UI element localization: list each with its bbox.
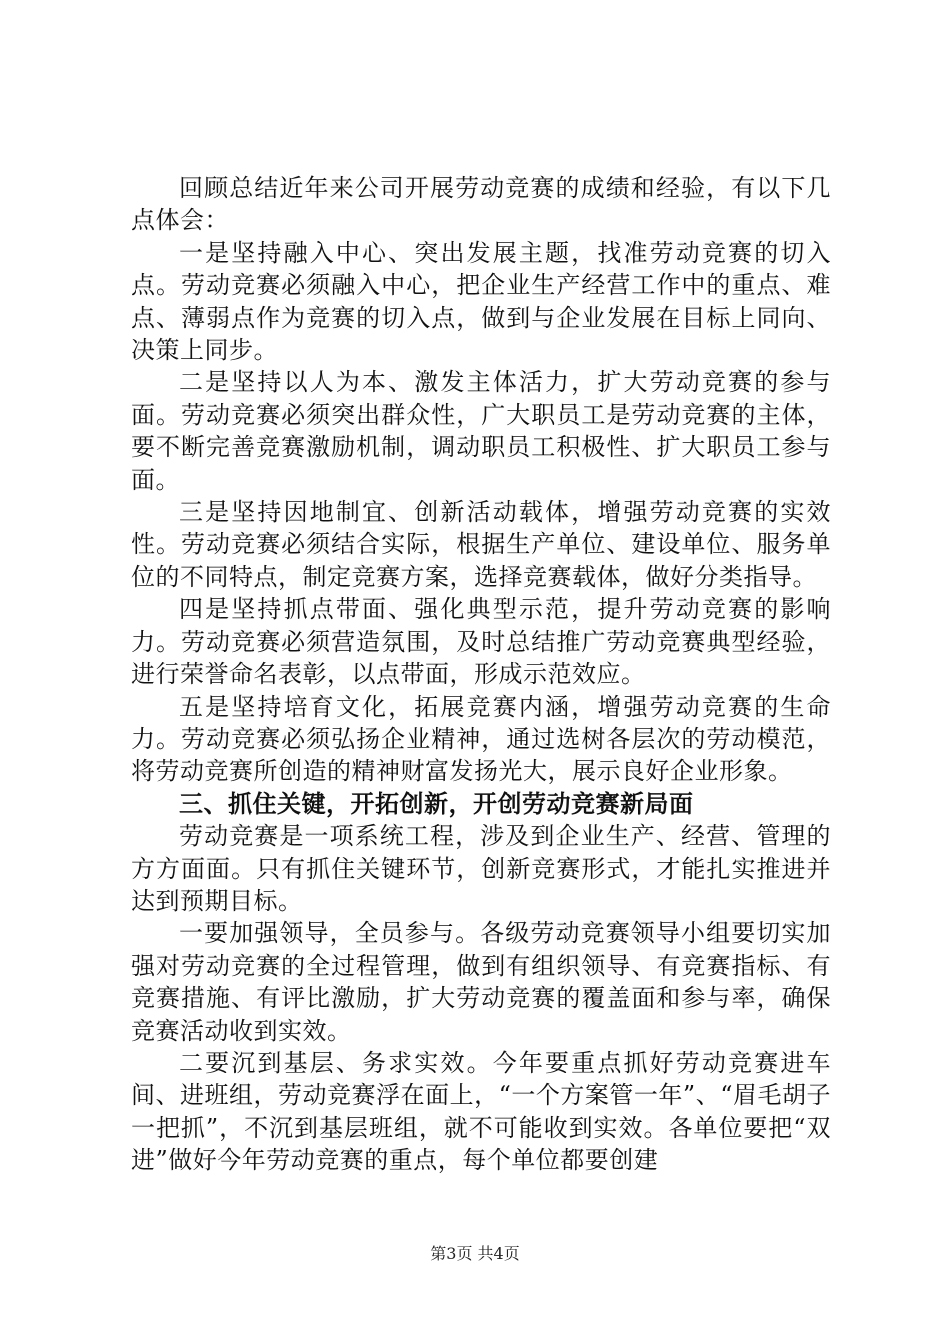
paragraph-requirement-one: 一要加强领导，全员参与。各级劳动竞赛领导小组要切实加强对劳动竞赛的全过程管理，做到有组织领导、有竞赛指标、有竞赛措施、有评比激励，扩大劳动竞赛的覆盖面和参与率，确保竞赛活动收到实效。 <box>131 919 831 1045</box>
paragraph-point-four: 四是坚持抓点带面、强化典型示范，提升劳动竞赛的影响力。劳动竞赛必须营造氛围，及时总结推广劳动竞赛典型经验，进行荣誉命名表彰，以点带面，形成示范效应。 <box>131 595 831 689</box>
paragraph-intro: 回顾总结近年来公司开展劳动竞赛的成绩和经验，有以下几点体会： <box>131 174 831 235</box>
paragraph-section-intro: 劳动竞赛是一项系统工程，涉及到企业生产、经营、管理的方方面面。只有抓住关键环节，创新竞赛形式，才能扎实推进并达到预期目标。 <box>131 822 831 915</box>
section-heading: 三、抓住关键，开拓创新，开创劳动竞赛新局面 <box>179 789 694 818</box>
paragraph-point-two: 二是坚持以人为本、激发主体活力，扩大劳动竞赛的参与面。劳动竞赛必须突出群众性，广大职员工是劳动竞赛的主体，要不断完善竞赛激励机制，调动职员工积极性、扩大职员工参与面。 <box>131 368 831 494</box>
document-body <box>131 172 831 1177</box>
paragraph-point-one: 一是坚持融入中心、突出发展主题，找准劳动竞赛的切入点。劳动竞赛必须融入中心，把企业生产经营工作中的重点、难点、薄弱点作为竞赛的切入点，做到与企业发展在目标上同向、决策上同步。 <box>131 238 831 365</box>
page-footer: 第3页 共4页 <box>430 1244 520 1263</box>
paragraph-point-three: 三是坚持因地制宜、创新活动载体，增强劳动竞赛的实效性。劳动竞赛必须结合实际，根据生产单位、建设单位、服务单位的不同特点，制定竞赛方案，选择竞赛载体，做好分类指导。 <box>131 498 831 591</box>
paragraph-point-five: 五是坚持培育文化，拓展竞赛内涵，增强劳动竞赛的生命力。劳动竞赛必须弘扬企业精神，通过选树各层次的劳动模范，将劳动竞赛所创造的精神财富发扬光大，展示良好企业形象。 <box>131 692 831 786</box>
paragraph-requirement-two: 二要沉到基层、务求实效。今年要重点抓好劳动竞赛进车间、进班组，劳动竞赛浮在面上，“一个方案管一年”、“眉毛胡子一把抓”，不沉到基层班组，就不可能收到实效。各单位要把“双进”做好今年劳动竞赛的重点，每个单位都要创建 <box>131 1048 831 1175</box>
